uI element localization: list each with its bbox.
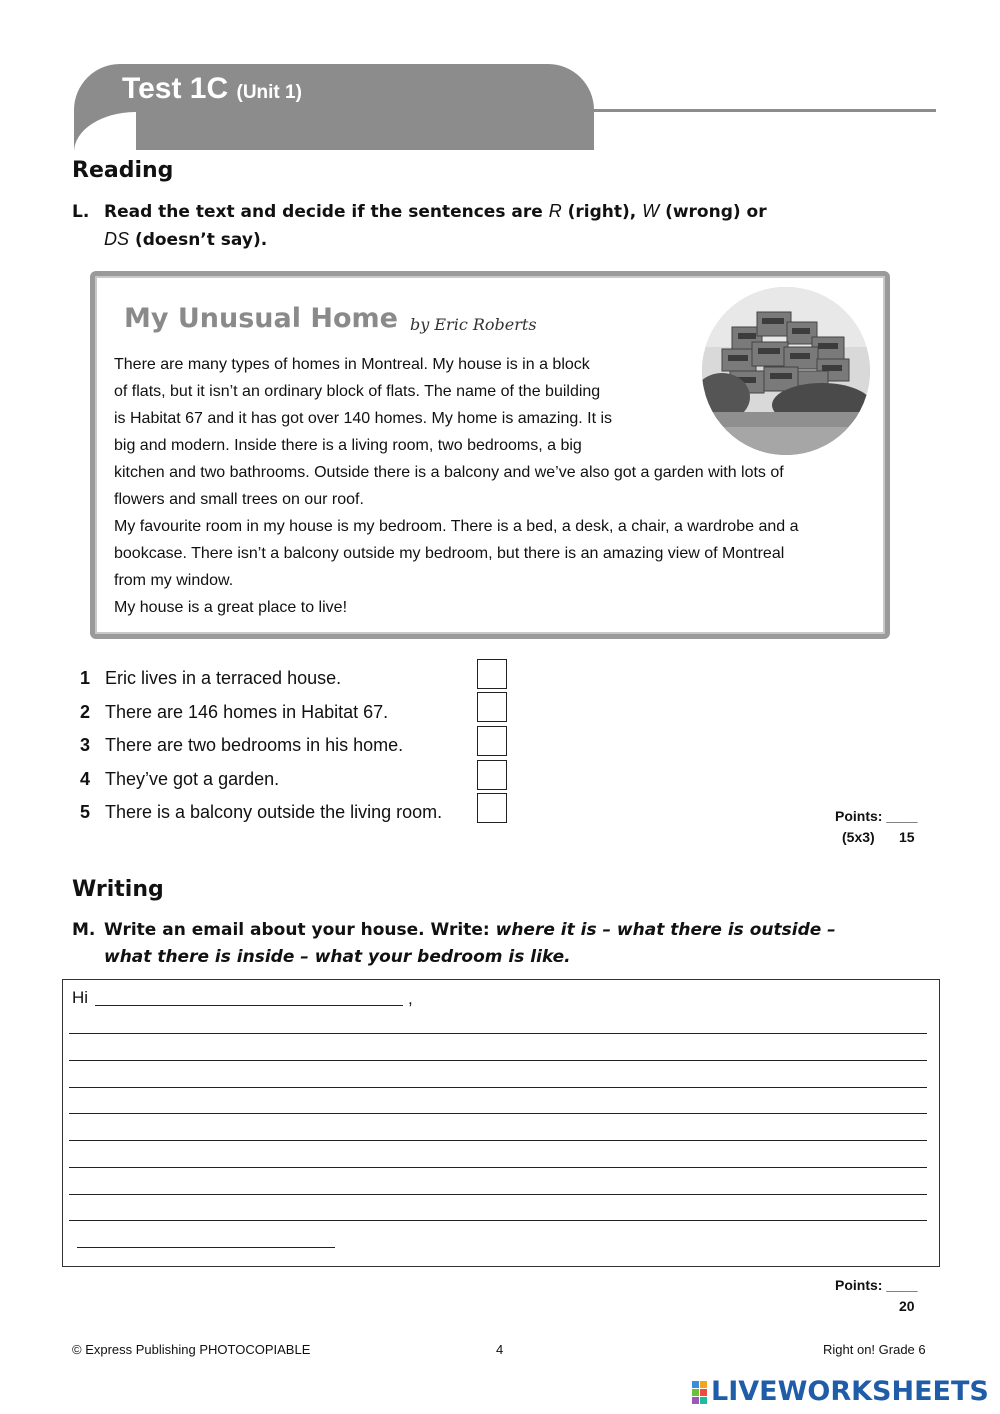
writing-line[interactable]	[69, 1194, 927, 1195]
question-1: 1 Eric lives in a terraced house.	[80, 668, 342, 688]
reading-points-total: 15	[899, 829, 915, 845]
article-line: There are many types of homes in Montreal. My house is in a block	[114, 356, 590, 373]
header-rule	[594, 109, 936, 112]
article-title: My Unusual Home	[124, 303, 398, 334]
writing-line[interactable]	[69, 1140, 927, 1141]
reading-points-formula: (5x3)	[842, 829, 875, 845]
footer-book-title: Right on! Grade 6	[823, 1342, 926, 1357]
reading-heading: Reading	[72, 158, 174, 183]
question-3: 3 There are two bedrooms in his home.	[80, 735, 404, 755]
answer-box-5[interactable]	[477, 793, 507, 823]
article-line: of flats, but it isn’t an ordinary block of flats. The name of the building	[114, 383, 601, 400]
article-line: My favourite room in my house is my bedroom. There is a bed, a desk, a chair, a wardrobe and a	[114, 518, 799, 535]
article-line: is Habitat 67 and it has got over 140 homes. My home is amazing. It is	[114, 410, 613, 427]
liveworksheets-logo	[690, 1376, 990, 1410]
footer-page-number: 4	[496, 1342, 504, 1357]
answer-box-3[interactable]	[477, 726, 507, 756]
article-author: by Eric Roberts	[410, 315, 537, 334]
article-text	[114, 351, 798, 621]
writing-heading: Writing	[72, 877, 164, 902]
liveworksheets-logo-text: LIVEWORKSHEETS	[711, 1376, 989, 1407]
writing-instructions: M. Write an email about your house. Write: where it is – what there is outside – what there is inside – what your bedroom is like.	[72, 920, 836, 967]
test-title: Test 1C (Unit 1)	[122, 72, 302, 105]
writing-line[interactable]	[69, 1167, 927, 1168]
writing-line[interactable]	[69, 1220, 927, 1221]
footer-copyright: © Express Publishing PHOTOCOPIABLE	[72, 1342, 311, 1357]
signature-line[interactable]	[77, 1247, 335, 1248]
writing-line[interactable]	[69, 1087, 927, 1088]
writing-answer-box[interactable]	[62, 979, 940, 1267]
article-line: kitchen and two bathrooms. Outside there is a balcony and we’ve also got a garden with lots of	[114, 464, 784, 481]
reading-instructions: L. Read the text and decide if the sentences are R (right), W (wrong) or DS (doesn’t say).	[72, 201, 767, 250]
writing-line[interactable]	[69, 1113, 927, 1114]
article-line: from my window.	[114, 572, 234, 589]
answer-box-1[interactable]	[477, 659, 507, 689]
writing-points-label: Points: ____	[835, 1277, 918, 1293]
writing-line[interactable]	[69, 1033, 927, 1034]
question-4: 4 They’ve got a garden.	[80, 769, 280, 789]
reading-points-label: Points: ____	[835, 808, 918, 824]
greeting-name-line[interactable]	[95, 1005, 403, 1006]
answer-box-2[interactable]	[477, 692, 507, 722]
answer-box-4[interactable]	[477, 760, 507, 790]
article-line: big and modern. Inside there is a living room, two bedrooms, a big	[114, 437, 582, 454]
article-line: flowers and small trees on our roof.	[114, 491, 364, 508]
greeting-comma: ,	[408, 989, 413, 1008]
article-line: bookcase. There isn’t a balcony outside my bedroom, but there is an amazing view of Montreal	[114, 545, 785, 562]
writing-points-total: 20	[899, 1298, 915, 1314]
question-5: 5 There is a balcony outside the living room.	[80, 802, 443, 822]
email-greeting: Hi	[72, 988, 89, 1007]
question-2: 2 There are 146 homes in Habitat 67.	[80, 702, 389, 722]
article-line: My house is a great place to live!	[114, 599, 348, 616]
writing-line[interactable]	[69, 1060, 927, 1061]
